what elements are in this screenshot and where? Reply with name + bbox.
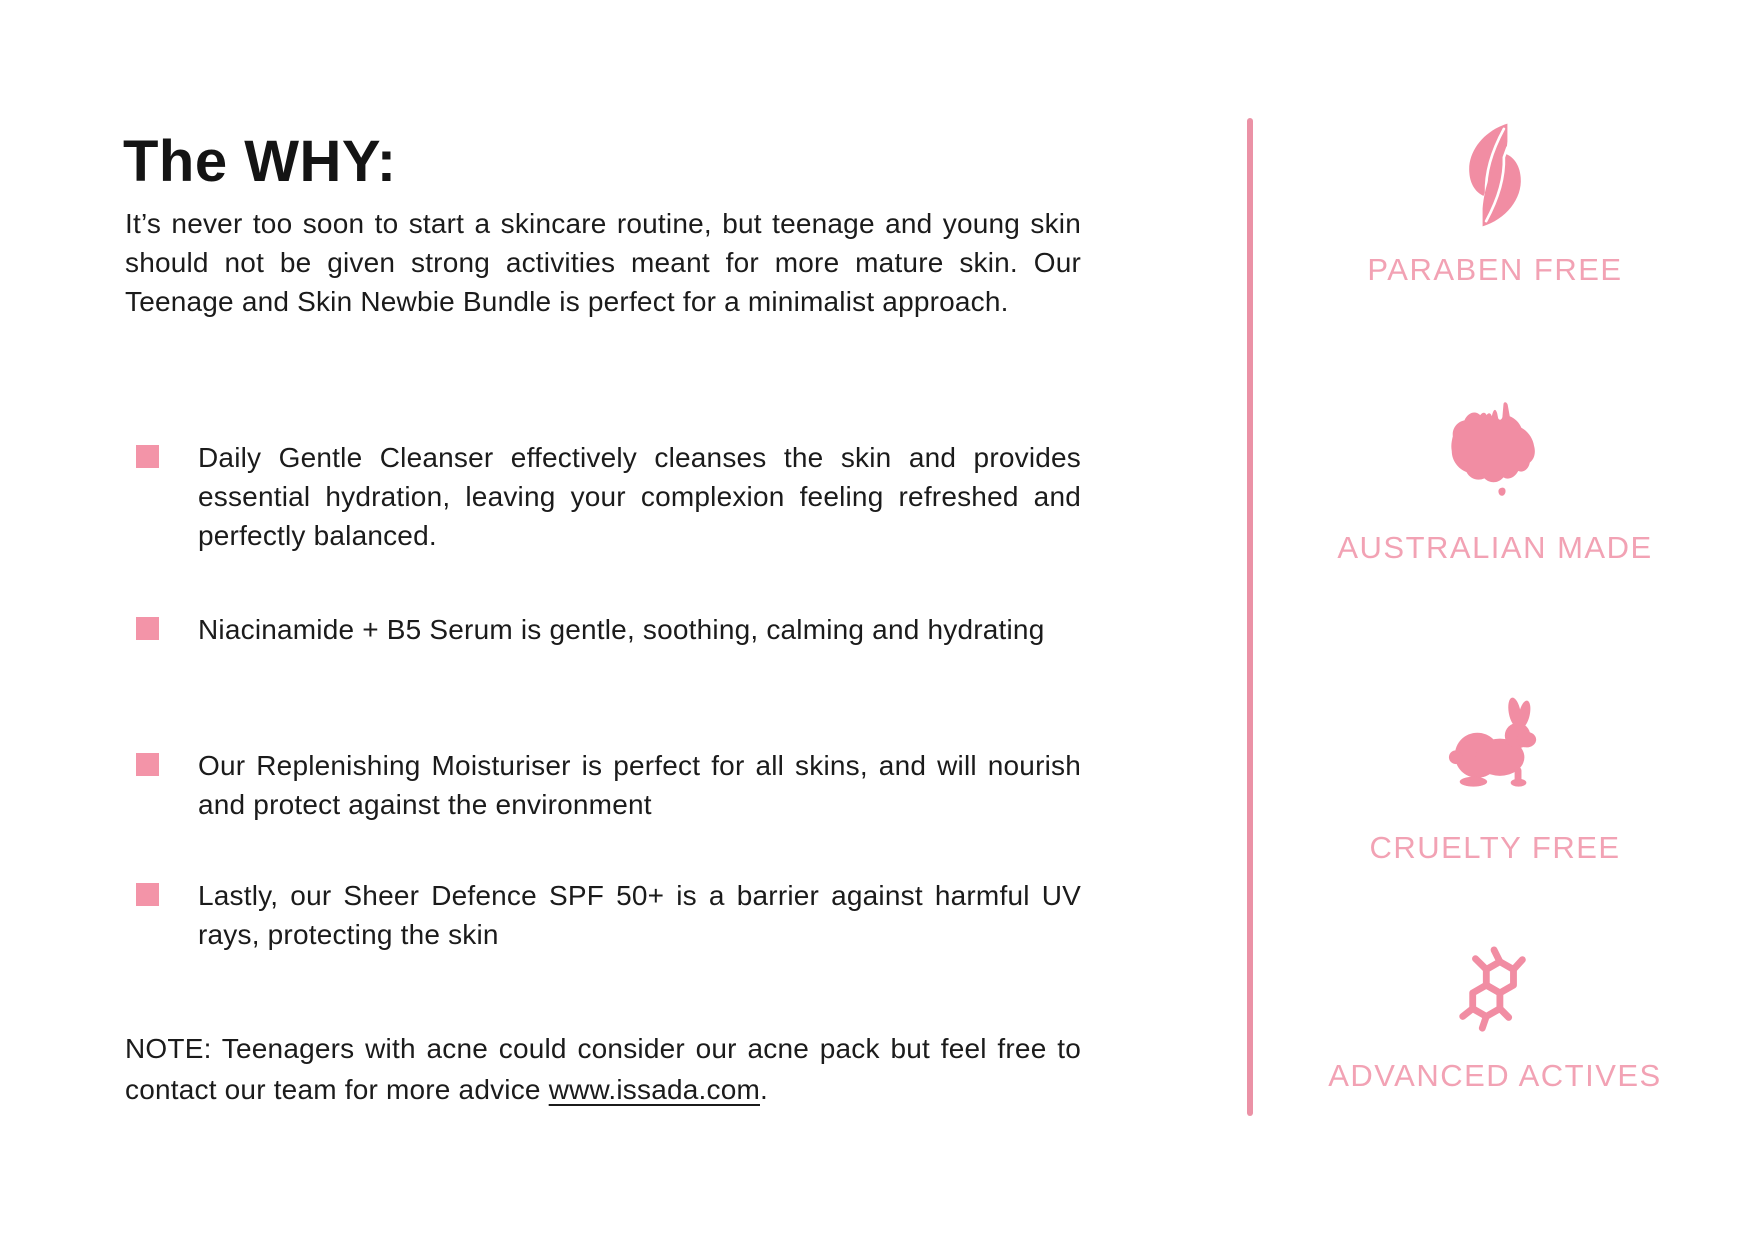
square-bullet-icon — [136, 883, 159, 906]
intro-paragraph: It’s never too soon to start a skincare routine, but teenage and young skin should not be given strong activities meant for more mature skin. Our Teenage and Skin Newbie Bundle is perfect for a minimalist approach. — [125, 208, 1081, 317]
badge-paraben-free — [1262, 120, 1728, 288]
square-bullet-icon — [136, 445, 159, 468]
square-bullet-icon — [136, 753, 159, 776]
bullet-text: Lastly, our Sheer Defence SPF 50+ is a barrier against harmful UV rays, protecting the skin — [198, 880, 1081, 950]
badge-label: ADVANCED ACTIVES — [1328, 1058, 1662, 1093]
square-bullet-icon — [136, 617, 159, 640]
australia-map-icon — [1437, 398, 1553, 504]
bullet-item — [125, 610, 1081, 649]
bullet-text: Daily Gentle Cleanser effectively cleanses the skin and provides essential hydration, leaving your complexion feeling refreshed and perfectly balanced. — [198, 442, 1081, 551]
bullet-item — [125, 746, 1081, 824]
bullet-text: Our Replenishing Moisturiser is perfect for all skins, and will nourish and protect against the environment — [198, 750, 1081, 820]
bullet-text: Niacinamide + B5 Serum is gentle, soothing, calming and hydrating — [198, 614, 1045, 645]
rabbit-icon — [1446, 696, 1544, 790]
badge-australian-made — [1262, 398, 1728, 566]
website-link[interactable]: www.issada.com — [548, 1074, 760, 1105]
note-period: . — [760, 1074, 768, 1105]
note-paragraph — [125, 1028, 1081, 1110]
badge-advanced-actives — [1262, 942, 1728, 1094]
badge-cruelty-free — [1262, 696, 1728, 866]
bullet-item — [125, 876, 1081, 954]
badge-label: CRUELTY FREE — [1369, 830, 1621, 865]
leaf-icon — [1456, 120, 1534, 230]
molecule-icon — [1451, 942, 1539, 1040]
vertical-divider — [1247, 118, 1253, 1116]
note-text: NOTE: Teenagers with acne could consider our acne pack but feel free to contact our team for more advice — [125, 1033, 1081, 1105]
page-title: The WHY: — [123, 129, 397, 194]
badge-label: PARABEN FREE — [1367, 252, 1623, 287]
bullet-item — [125, 438, 1081, 555]
badge-label: AUSTRALIAN MADE — [1337, 530, 1653, 565]
